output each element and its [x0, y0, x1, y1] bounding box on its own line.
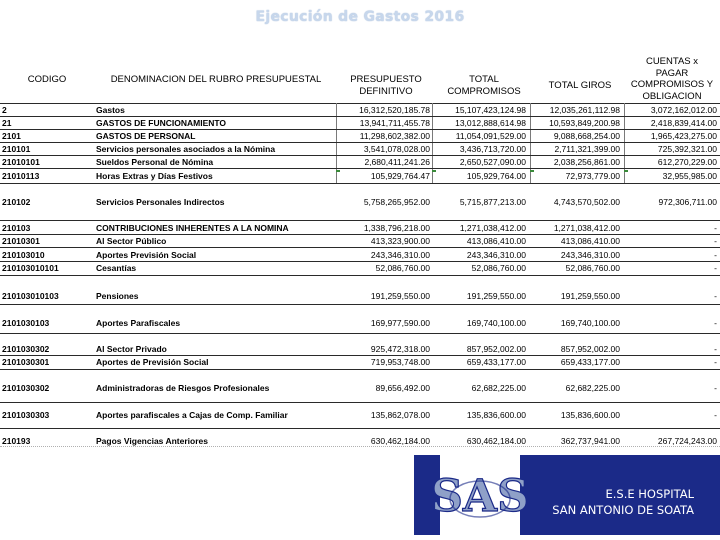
row-compromisos: 243,346,310.00 [466, 250, 526, 260]
organization-name-line2: SAN ANTONIO DE SOATA [552, 503, 694, 517]
header-denominacion: DENOMINACION DEL RUBRO PRESUPUESTAL [110, 74, 322, 85]
header-bottom-line [0, 103, 720, 104]
row-code: 210103010 [2, 250, 45, 260]
row-separator [0, 355, 720, 356]
row-giros: 191,259,550.00 [560, 291, 620, 301]
row-separator [0, 168, 720, 169]
organization-name-line1: E.S.E HOSPITAL [605, 487, 694, 501]
header-presupuesto [338, 74, 434, 97]
row-presupuesto: 2,680,411,241.26 [364, 157, 430, 167]
row-name: Pensiones [96, 291, 139, 301]
row-cuentas: - [714, 357, 717, 367]
cell-marker [624, 170, 628, 172]
row-code: 210102 [2, 197, 31, 207]
row-giros: 1,271,038,412.00 [553, 223, 620, 233]
row-code: 210103010103 [2, 291, 59, 301]
row-name: Aportes parafiscales a Cajas de Comp. Familiar [96, 410, 288, 420]
row-cuentas: 1,965,423,275.00 [650, 131, 717, 141]
row-cuentas: 2,418,839,414.00 [650, 118, 717, 128]
row-code: 2101030303 [2, 410, 50, 420]
row-giros: 2,711,321,399.00 [554, 144, 620, 154]
row-compromisos: 191,259,550.00 [466, 291, 526, 301]
row-compromisos: 1,271,038,412.00 [459, 223, 526, 233]
row-code: 21010101 [2, 157, 40, 167]
row-presupuesto: 5,758,265,952.00 [363, 197, 430, 207]
row-compromisos: 857,952,002.00 [466, 344, 526, 354]
row-code: 21010113 [2, 171, 40, 181]
row-cuentas: 32,955,985.00 [662, 171, 717, 181]
row-compromisos: 169,740,100.00 [466, 318, 526, 328]
row-giros: 413,086,410.00 [560, 236, 620, 246]
row-giros: 659,433,177.00 [560, 357, 620, 367]
row-code: 2101030301 [2, 357, 50, 367]
row-giros: 4,743,570,502.00 [553, 197, 620, 207]
row-giros: 72,973,779.00 [565, 171, 620, 181]
row-compromisos: 5,715,877,213.00 [459, 197, 526, 207]
row-cuentas: 612,270,229.00 [657, 157, 717, 167]
row-compromisos: 3,436,713,720.00 [459, 144, 526, 154]
header-giros: TOTAL GIROS [548, 80, 612, 91]
row-name: Aportes de Previsión Social [96, 357, 209, 367]
row-presupuesto: 925,472,318.00 [370, 344, 430, 354]
row-name: Gastos [96, 105, 125, 115]
row-name: Servicios Personales Indirectos [96, 197, 225, 207]
row-separator [0, 155, 720, 156]
row-name: Al Sector Público [96, 236, 167, 246]
row-cuentas: 725,392,321.00 [657, 144, 717, 154]
row-cuentas: - [714, 410, 717, 420]
row-cuentas: - [714, 344, 717, 354]
header-cuentas-line1: CUENTAS x [645, 56, 699, 67]
row-giros: 135,836,600.00 [560, 410, 620, 420]
row-separator [0, 220, 720, 221]
row-separator [0, 369, 720, 370]
row-compromisos: 15,107,423,124.98 [455, 105, 526, 115]
row-giros: 169,740,100.00 [560, 318, 620, 328]
row-separator [0, 402, 720, 403]
row-name: Cesantías [96, 263, 137, 273]
row-giros: 243,346,310.00 [560, 250, 620, 260]
row-name: Administradoras de Riesgos Profesionales [96, 383, 270, 393]
organization-name [474, 486, 694, 518]
row-compromisos: 413,086,410.00 [466, 236, 526, 246]
row-separator [0, 247, 720, 248]
row-separator [0, 333, 720, 334]
row-cuentas: - [714, 383, 717, 393]
row-name: CONTRIBUCIONES INHERENTES A LA NOMINA [96, 223, 289, 233]
header-cuentas-line2: PAGAR [655, 67, 689, 79]
row-separator [0, 234, 720, 235]
row-presupuesto: 105,929,764.47 [370, 171, 430, 181]
row-name: Aportes Parafiscales [96, 318, 181, 328]
row-name: Al Sector Privado [96, 344, 167, 354]
row-compromisos: 62,682,225.00 [471, 383, 526, 393]
row-separator [0, 116, 720, 117]
row-separator [0, 275, 720, 276]
row-separator [0, 304, 720, 305]
row-compromisos: 11,054,091,529.00 [455, 131, 526, 141]
row-separator [0, 142, 720, 143]
row-code: 2101030302 [2, 344, 50, 354]
row-presupuesto: 1,338,796,218.00 [363, 223, 430, 233]
row-separator [0, 129, 720, 130]
row-compromisos: 52,086,760.00 [471, 263, 526, 273]
row-cuentas: - [714, 236, 717, 246]
row-name: Pagos Vigencias Anteriores [96, 436, 208, 446]
row-separator [0, 428, 720, 429]
row-giros: 62,682,225.00 [565, 383, 620, 393]
row-cuentas: - [714, 250, 717, 260]
row-code: 2101030103 [2, 318, 50, 328]
row-compromisos: 105,929,764.00 [466, 171, 526, 181]
cell-marker [336, 170, 340, 172]
row-name: Sueldos Personal de Nómina [96, 157, 214, 167]
row-code: 21 [2, 118, 12, 128]
row-compromisos: 13,012,888,614.98 [455, 118, 526, 128]
row-presupuesto: 630,462,184.00 [370, 436, 430, 446]
header-cuentas-line4: OBLIGACION [642, 90, 702, 102]
row-giros: 10,593,849,200.98 [549, 118, 620, 128]
row-giros: 362,737,941.00 [560, 436, 620, 446]
row-giros: 52,086,760.00 [565, 263, 620, 273]
row-cuentas: - [714, 223, 717, 233]
row-presupuesto: 3,541,078,028.00 [363, 144, 430, 154]
row-cuentas: 3,072,162,012.00 [650, 105, 717, 115]
row-name: Horas Extras y Días Festivos [96, 171, 213, 181]
cell-marker [432, 170, 436, 172]
row-name: GASTOS DE PERSONAL [96, 131, 196, 141]
row-presupuesto: 413,323,900.00 [370, 236, 430, 246]
row-name: Aportes Previsión Social [96, 250, 197, 260]
row-code: 210193 [2, 436, 31, 446]
row-presupuesto: 169,977,590.00 [370, 318, 430, 328]
row-giros: 12,035,261,112.98 [549, 105, 620, 115]
row-name: Servicios personales asociados a la Nómina [96, 144, 276, 154]
row-presupuesto: 52,086,760.00 [375, 263, 430, 273]
row-compromisos: 2,650,527,090.00 [459, 157, 526, 167]
logo-text: SAS [431, 471, 529, 522]
page-title: Ejecución de Gastos 2016 [255, 9, 465, 25]
row-code: 210103010101 [2, 263, 59, 273]
row-compromisos: 135,836,600.00 [466, 410, 526, 420]
row-code: 2101030302 [2, 383, 50, 393]
row-presupuesto: 243,346,310.00 [370, 250, 430, 260]
row-giros: 857,952,002.00 [560, 344, 620, 354]
row-separator [0, 446, 720, 447]
header-compromisos [436, 74, 532, 97]
row-cuentas: 972,306,711.00 [658, 197, 717, 207]
row-name: GASTOS DE FUNCIONAMIENTO [96, 118, 227, 128]
row-cuentas: - [714, 318, 717, 328]
row-code: 2 [2, 105, 7, 115]
header-cuentas-line3: COMPROMISOS Y [630, 79, 714, 90]
header-codigo: CODIGO [27, 74, 67, 85]
row-cuentas: 267,724,243.00 [657, 436, 717, 446]
row-presupuesto: 191,259,550.00 [370, 291, 430, 301]
row-presupuesto: 13,941,711,455.78 [359, 118, 430, 128]
row-cuentas: - [714, 263, 717, 273]
row-code: 2101 [2, 131, 21, 141]
row-presupuesto: 135,862,078.00 [370, 410, 430, 420]
row-code: 210103 [2, 223, 31, 233]
row-giros: 9,088,668,254.00 [553, 131, 620, 141]
header-compromisos-line1: TOTAL [469, 74, 499, 85]
row-compromisos: 630,462,184.00 [466, 436, 526, 446]
row-presupuesto: 16,312,520,185.78 [359, 105, 430, 115]
header-compromisos-line2: COMPROMISOS [447, 85, 521, 97]
row-cuentas: - [714, 291, 717, 301]
row-presupuesto: 11,298,602,382.00 [359, 131, 430, 141]
row-code: 21010301 [2, 236, 40, 246]
row-separator [0, 261, 720, 262]
header-presupuesto-line1: PRESUPUESTO [350, 74, 422, 85]
row-code: 210101 [2, 144, 31, 154]
header-presupuesto-line2: DEFINITIVO [359, 85, 413, 97]
cell-marker [530, 170, 534, 172]
row-presupuesto: 89,656,492.00 [375, 383, 430, 393]
header-cuentas [624, 56, 720, 102]
row-presupuesto: 719,953,748.00 [370, 357, 430, 367]
row-giros: 2,038,256,861.00 [553, 157, 620, 167]
row-compromisos: 659,433,177.00 [466, 357, 526, 367]
row-separator [0, 183, 720, 184]
